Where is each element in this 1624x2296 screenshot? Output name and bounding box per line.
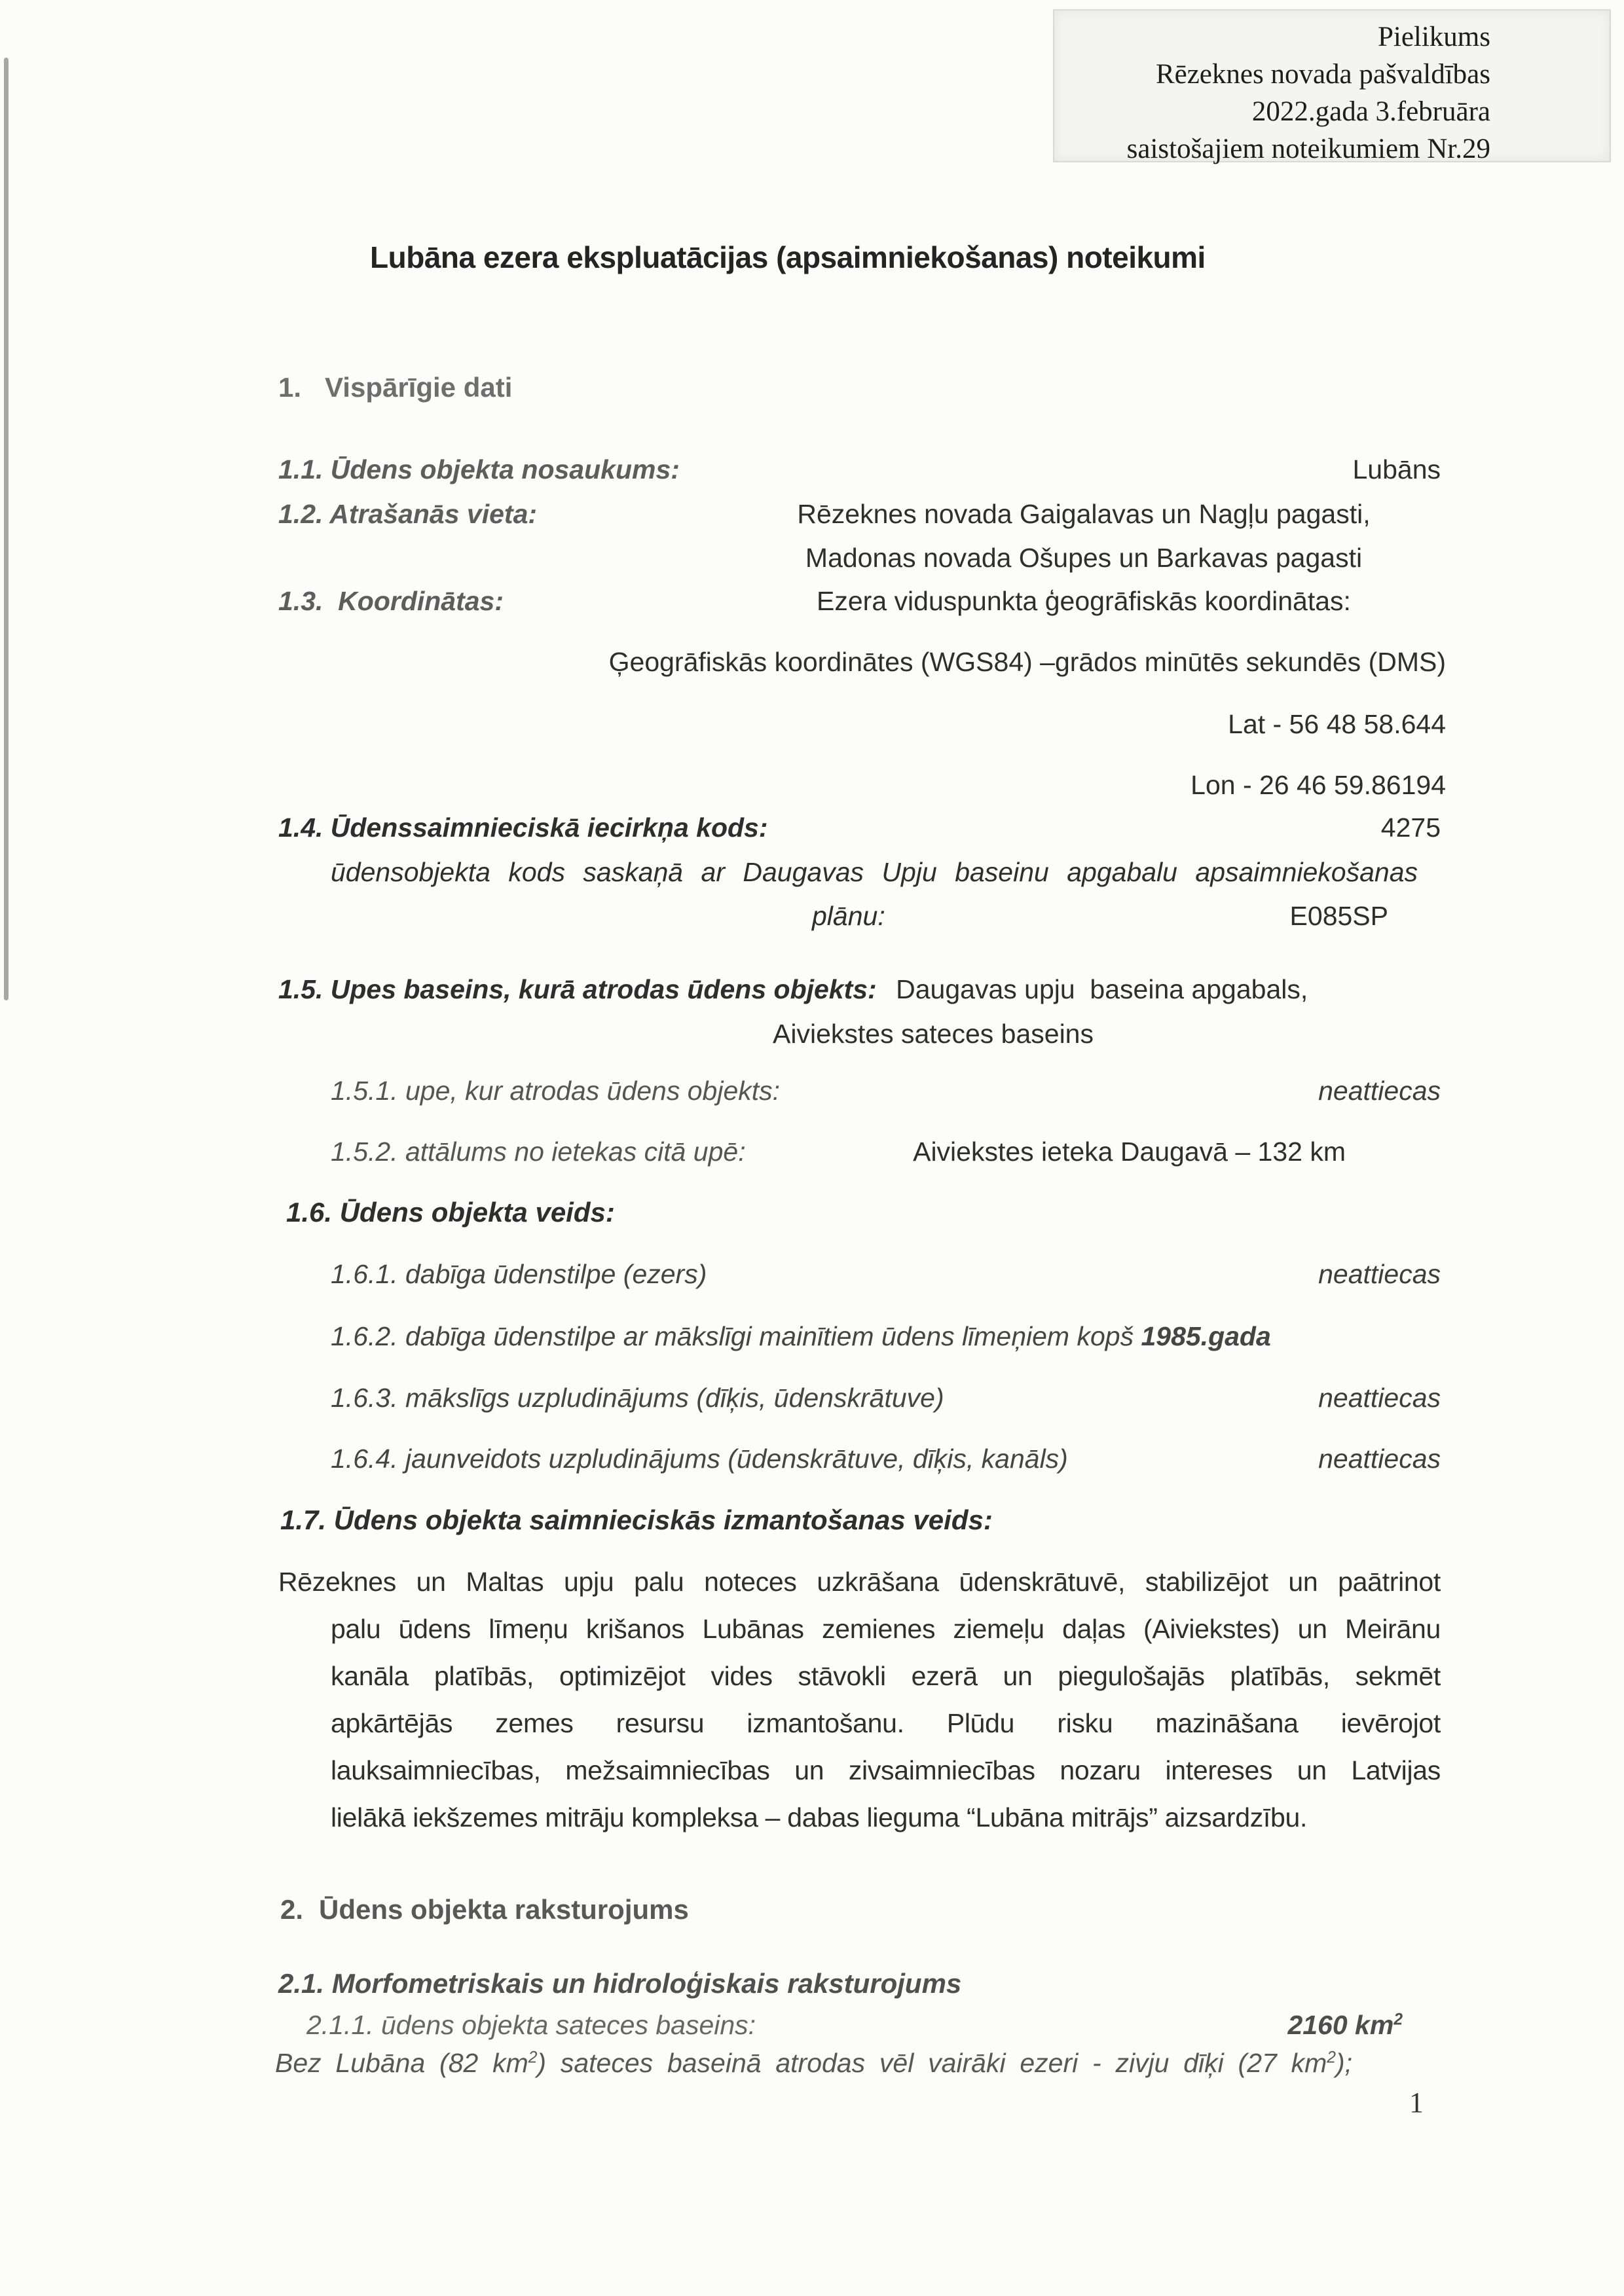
field-row-1-5-2 (331, 1137, 1441, 1167)
annex-line: 2022.gada 3.februāra (1251, 96, 1490, 127)
field-label: 1.6.3. mākslīgs uzpludinājums (dīķis, ūdenskrātuve) (331, 1383, 944, 1413)
field-label: 1.4. Ūdenssaimnieciskā iecirkņa kods: (278, 812, 768, 843)
usage-paragraph-line: kanāla platībās, optimizējot vides stāvokli ezerā un piegulošajās platībās, sekmēt (331, 1661, 1441, 1691)
field-row-1-6: 1.6. Ūdens objekta veids: (286, 1197, 615, 1228)
field-label: 1.5.1. upe, kur atrodas ūdens objekts: (331, 1076, 781, 1106)
note-superscript: 2 (528, 2049, 538, 2067)
section-2-title: Ūdens objekta raksturojums (319, 1894, 689, 1925)
field-value: Ezera viduspunkta ģeogrāfiskās koordinātas: (817, 586, 1351, 616)
annex-line: saistošajiem noteikumiem Nr.29 (1126, 134, 1490, 164)
section-1-number: 1. (278, 372, 302, 403)
field-row-1-7: 1.7. Ūdens objekta saimnieciskās izmantošanas veids: (280, 1504, 993, 1535)
usage-paragraph-line: Rēzeknes un Maltas upju palu noteces uzkrāšana ūdenskrātuvē, stabilizējot un paātrinot (278, 1567, 1441, 1597)
field-value: neattiecas (1318, 1076, 1441, 1106)
field-row-2-1-1 (306, 2010, 1441, 2041)
usage-paragraph-line: lauksaimniecības, mežsaimniecības un zivsaimniecības nozaru intereses un Latvijas (331, 1755, 1441, 1785)
field-row-1-5 (278, 974, 1441, 1005)
plan-code-value: E085SP (1289, 901, 1388, 931)
field-value-text: 2160 km (1287, 2010, 1394, 2040)
field-row-1-5-1 (331, 1076, 1441, 1106)
field-label: 1.6.4. jaunveidots uzpludinājums (ūdenskrātuve, dīķis, kanāls) (331, 1444, 1068, 1474)
annex-line: Pielikums (1377, 22, 1490, 52)
field-label: 1.1. Ūdens objekta nosaukums: (278, 454, 680, 484)
field-value: neattiecas (1318, 1444, 1441, 1474)
section-1-title: Vispārīgie dati (325, 372, 513, 403)
field-value: neattiecas (1318, 1259, 1441, 1289)
field-label: 1.5.2. attālums no ietekas citā upē: (331, 1137, 746, 1167)
field-row-1-6-2 (331, 1321, 1441, 1352)
field-row-1-1 (278, 454, 1441, 485)
field-value-superscript: 2 (1393, 2011, 1403, 2029)
field-row-1-2 (278, 499, 1441, 530)
document-title: Lubāna ezera ekspluatācijas (apsaimniekošanas) noteikumi (370, 240, 1206, 274)
field-value: Rēzeknes novada Gaigalavas un Nagļu pagasti, (797, 499, 1371, 529)
scan-artifact-left-edge (4, 58, 9, 1000)
field-value (1287, 2010, 1441, 2041)
section-1-heading (278, 372, 512, 403)
note-text: ); (1335, 2048, 1352, 2078)
section-2-heading (280, 1894, 689, 1925)
field-label-emphasis: 1985.gada (1141, 1321, 1271, 1351)
usage-paragraph-line: palu ūdens līmeņu krišanos Lubānas zemienes ziemeļu daļas (Aiviekstes) un Meirānu (331, 1614, 1441, 1644)
field-label: 1.3. Koordinātas: (278, 586, 504, 616)
usage-paragraph-line: apkārtējās zemes resursu izmantošanu. Plūdu risku mazināšana ievērojot (331, 1708, 1441, 1738)
field-row-1-3 (278, 586, 1441, 617)
note-superscript: 2 (1327, 2049, 1336, 2067)
field-row-1-6-3 (331, 1383, 1441, 1413)
note-text: Bez Lubāna (82 km (275, 2048, 528, 2078)
field-row-1-4 (278, 812, 1441, 843)
field-row-1-6-4 (331, 1444, 1441, 1474)
usage-paragraph-line: lielākā iekšzemes mitrāju kompleksa – dabas lieguma “Lubāna mitrājs” aizsardzību. (331, 1802, 1308, 1832)
field-value-continued: Madonas novada Ošupes un Barkavas pagasti (805, 543, 1363, 573)
basin-note-line (275, 2048, 1352, 2079)
field-value: 4275 (1380, 812, 1441, 843)
longitude-value: Lon - 26 46 59.86194 (1190, 770, 1446, 800)
field-label: 1.5. Upes baseins, kurā atrodas ūdens objekts: (278, 974, 877, 1004)
field-label: 1.2. Atrašanās vieta: (278, 499, 538, 529)
annex-reference-box (1053, 9, 1611, 162)
page-number: 1 (1409, 2086, 1424, 2119)
annex-line: Rēzeknes novada pašvaldības (1155, 59, 1490, 90)
coordinates-system-line: Ģeogrāfiskās koordinātes (WGS84) –grādos minūtēs sekundēs (DMS) (608, 647, 1446, 677)
field-label: 1.6.1. dabīga ūdenstilpe (ezers) (331, 1259, 707, 1289)
field-value: Lubāns (1352, 454, 1441, 484)
field-label: 2.1.1. ūdens objekta sateces baseins: (306, 2010, 756, 2040)
field-note: ūdensobjekta kods saskaņā ar Daugavas Upju baseinu apgabalu apsaimniekošanas (331, 857, 1418, 887)
field-value: neattiecas (1318, 1383, 1441, 1413)
note-text: ) sateces baseinā atrodas vēl vairāki ezeri - zivju dīķi (27 km (537, 2048, 1327, 2078)
section-2-1-heading: 2.1. Morfometriskais un hidroloģiskais raksturojums (278, 1968, 962, 1999)
latitude-value: Lat - 56 48 58.644 (1228, 709, 1446, 739)
field-label: 1.6.2. dabīga ūdenstilpe ar mākslīgi mainītiem ūdens līmeņiem kopš (331, 1321, 1141, 1351)
field-value: Daugavas upju baseina apgabals, (896, 974, 1308, 1004)
field-note-row (278, 901, 1441, 938)
field-row-1-6-1 (331, 1259, 1441, 1290)
plan-label: plānu: (812, 901, 885, 931)
field-value-continued: Aiviekstes sateces baseins (773, 1019, 1094, 1049)
section-2-number: 2. (280, 1894, 304, 1925)
field-value: Aiviekstes ieteka Daugavā – 132 km (913, 1137, 1346, 1167)
